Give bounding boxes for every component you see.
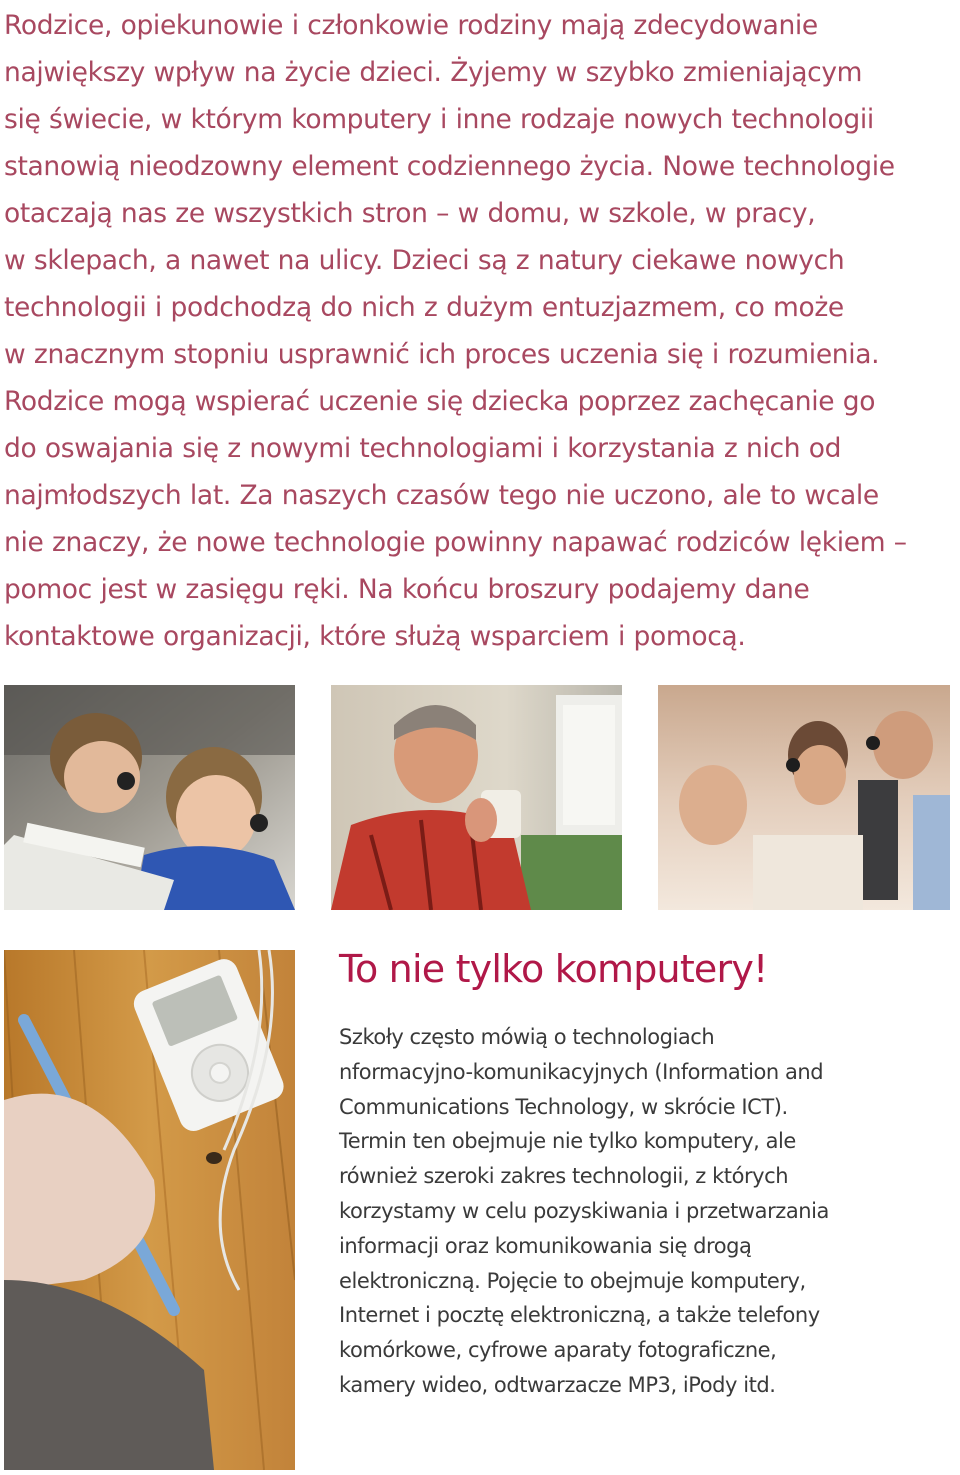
photo-man-with-mug: [331, 685, 622, 910]
section-line: korzystamy w celu pozyskiwania i przetwarzania: [339, 1198, 829, 1223]
section-line: nformacyjno-komunikacyjnych (Information and: [339, 1059, 824, 1084]
intro-line: technologii i podchodzą do nich z dużym entuzjazmem, co może: [4, 292, 844, 323]
section-line: kamery wideo, odtwarzacze MP3, iPody itd.: [339, 1372, 776, 1397]
intro-paragraph: [4, 2, 954, 660]
intro-line: w znacznym stopniu usprawnić ich proces uczenia się i rozumienia.: [4, 339, 880, 370]
intro-line: do oswajania się z nowymi technologiami i korzystania z nich od: [4, 433, 842, 464]
section-heading: To nie tylko komputery!: [339, 947, 768, 991]
intro-line: kontaktowe organizacji, które służą wsparciem i pomocą.: [4, 621, 746, 652]
intro-line: największy wpływ na życie dzieci. Żyjemy w szybko zmieniającym: [4, 57, 863, 88]
section-line: informacji oraz komunikowania się drogą: [339, 1233, 752, 1258]
section-body: [339, 1020, 939, 1403]
section-line: Internet i pocztę elektroniczną, a także telefony: [339, 1303, 820, 1328]
section-line: elektroniczną. Pojęcie to obejmuje komputery,: [339, 1268, 806, 1293]
intro-line: Rodzice, opiekunowie i członkowie rodziny mają zdecydowanie: [4, 10, 818, 41]
section-line: Termin ten obejmuje nie tylko komputery, ale: [339, 1129, 796, 1154]
section-line: Communications Technology, w skrócie ICT).: [339, 1094, 788, 1119]
intro-line: otaczają nas ze wszystkich stron – w domu, w szkole, w pracy,: [4, 198, 816, 229]
section-line: również szeroki zakres technologii, z których: [339, 1164, 789, 1189]
intro-line: w sklepach, a nawet na ulicy. Dzieci są z natury ciekawe nowych: [4, 245, 845, 276]
intro-line: pomoc jest w zasięgu ręki. Na końcu broszury podajemy dane: [4, 574, 810, 605]
intro-line: najmłodszych lat. Za naszych czasów tego nie uczono, ale to wcale: [4, 480, 879, 511]
photo-children-computers: [4, 685, 295, 910]
photo-people-headphones: [658, 685, 950, 910]
intro-line: się świecie, w którym komputery i inne rodzaje nowych technologii: [4, 104, 874, 135]
section-line: Szkoły często mówią o technologiach: [339, 1025, 715, 1049]
intro-line: stanowią nieodzowny element codziennego życia. Nowe technologie: [4, 151, 895, 182]
intro-line: Rodzice mogą wspierać uczenie się dziecka poprzez zachęcanie go: [4, 386, 876, 417]
photo-mp3-player-on-table: [4, 950, 295, 1470]
section-line: komórkowe, cyfrowe aparaty fotograficzne,: [339, 1338, 777, 1363]
intro-line: nie znaczy, że nowe technologie powinny napawać rodziców lękiem –: [4, 527, 907, 558]
